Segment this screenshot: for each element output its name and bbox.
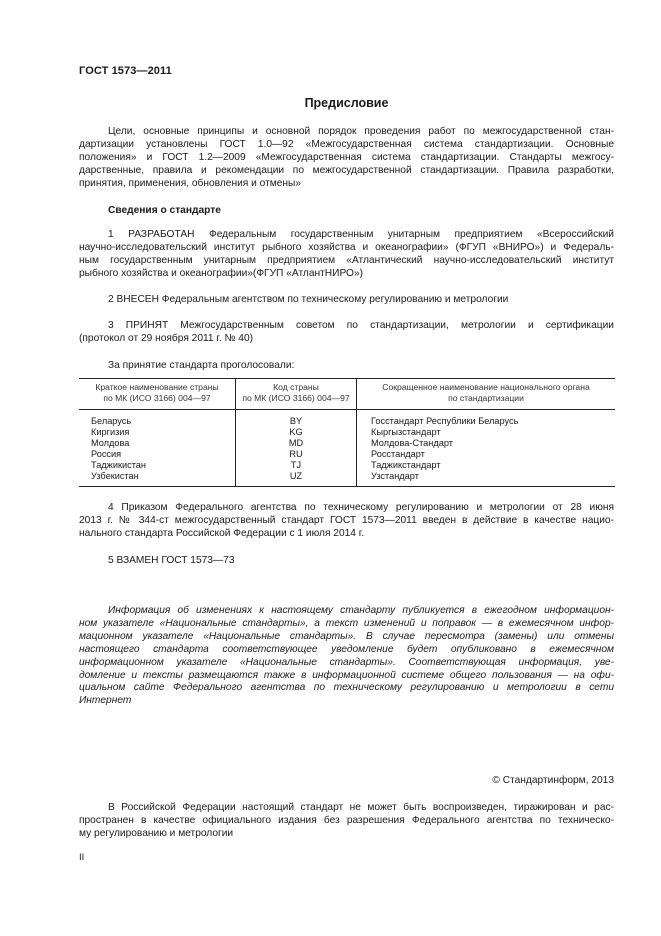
rights-line: му регулированию и метрологии [79, 827, 234, 839]
country-cell: Узбекистан [79, 471, 236, 486]
country-cell: Беларусь [91, 416, 132, 426]
item-3-adopted [79, 320, 614, 346]
page-title: Предисловие [304, 96, 389, 110]
item-1-line: рыбного хозяйства и океанографии»(ФГУП «АтлантНИРО») [79, 267, 364, 279]
rights-line: В Российской Федерации настоящий стандарт не может быть воспроизведен, тиражирован и рас- [108, 802, 614, 813]
intro-line: принятия, применения, обновления и отмены» [79, 177, 302, 189]
info-line: мационном указателе «Национальные стандарты». В случае пересмотра (замены) или отмены [79, 630, 614, 642]
item-3-line: 3 ПРИНЯТ Межгосударственным советом по стандартизации, метрологии и сертификации [108, 320, 614, 331]
table-row [79, 460, 615, 471]
code-cell: UZ [236, 471, 357, 486]
body-cell: Узстандарт [357, 471, 616, 486]
item-4-line: 2013 г. № 344-ст межгосударственный стандарт ГОСТ 1573—2011 введен в действие в качестве нацио- [79, 514, 614, 526]
info-line: домление и тексты размещаются также в информационной системе общего пользования — на офи- [79, 669, 614, 681]
item-1-line: 1 РАЗРАБОТАН Федеральным государственным унитарным предприятием «Всероссийский [108, 229, 614, 240]
intro-line: положения» и ГОСТ 1.2—2009 «Межгосударственная система стандартизации. Стандарты межгосу- [79, 151, 614, 163]
info-line: циальном сайте Федерального агентства по техническому регулированию и метрологии в сети [79, 682, 614, 694]
country-cell: Таджикистан [91, 460, 146, 471]
item-5-replaces: 5 ВЗАМЕН ГОСТ 1573—73 [108, 555, 235, 566]
body-cell: Кыргызстандарт [357, 427, 616, 438]
item-1-developed [79, 229, 614, 281]
item-4-order [79, 502, 614, 541]
item-1-line: ным государственным унитарным предприятием «Атлантический научно-исследовательский институт [79, 254, 614, 266]
code-cell: BY [236, 410, 357, 428]
info-line: ном указателе «Национальные стандарты», а текст изменений и поправок — в ежемесячном инфор- [79, 617, 614, 629]
document-code-header: ГОСТ 1573—2011 [79, 65, 172, 77]
info-line: Информация об изменениях к настоящему стандарту публикуется в ежегодном информацион- [108, 605, 614, 616]
body-cell: Таджикстандарт [357, 460, 616, 471]
amendments-info-paragraph [79, 605, 614, 708]
country-cell: Россия [91, 449, 122, 460]
about-standard-heading: Сведения о стандарте [108, 205, 221, 216]
copyright-notice: © Стандартинформ, 2013 [492, 775, 614, 786]
table-row [79, 438, 615, 449]
intro-line: Цели, основные принципы и основной порядок проведения работ по межгосударственной стан- [108, 126, 614, 137]
column-header-country: Краткое наименование страны по МК (ИСО 3166) 004—97 [79, 379, 236, 410]
column-header-body: Сокращенное наименование национального органа по стандартизации [357, 379, 616, 410]
intro-paragraph [79, 126, 614, 191]
body-cell: Росстандарт [357, 449, 616, 460]
voting-countries-table [79, 378, 615, 487]
intro-line: дарственные, правила и рекомендации по межгосударственной стандартизации. Правила разработки, [79, 164, 614, 176]
info-line: настоящего стандарта соответствующее уведомление будет опубликовано в ежемесячном [79, 643, 614, 655]
table-row [79, 471, 615, 486]
country-cell: Киргизия [91, 427, 130, 438]
table-row [79, 449, 615, 460]
column-header-code: Код страны по МК (ИСО 3166) 004—97 [236, 379, 357, 410]
code-cell: MD [236, 438, 357, 449]
item-4-line: нального стандарта Российской Федерации с 1 июля 2014 г. [79, 527, 365, 539]
info-line: информационном указателе «Национальные стандарты». Соответствующая информация, уве- [79, 656, 614, 668]
rights-line: пространен в качестве официального издания без разрешения Федерального агентства по техническо- [79, 814, 614, 826]
item-4-line: 4 Приказом Федерального агентства по техническому регулированию и метрологии от 28 июня [108, 502, 614, 513]
body-cell: Госстандарт Республики Беларусь [357, 410, 616, 428]
body-cell: Молдова-Стандарт [357, 438, 616, 449]
item-3-line: (протокол от 29 ноября 2011 г. № 40) [79, 332, 254, 344]
page-number: II [79, 852, 85, 863]
item-1-line: научно-исследовательский институт рыбного хозяйства и океанографии» (ФГУП «ВНИРО») и Федераль- [79, 241, 614, 253]
voted-label: За принятие стандарта проголосовали: [108, 360, 295, 371]
country-cell: Молдова [91, 438, 130, 449]
table-header-row [79, 379, 615, 410]
info-line: Интернет [79, 695, 132, 707]
intro-line: дартизации установлены ГОСТ 1.0—92 «Межгосударственная система стандартизации. Основные [79, 138, 614, 150]
rights-paragraph [79, 802, 614, 841]
code-cell: KG [236, 427, 357, 438]
code-cell: TJ [236, 460, 357, 471]
item-2-introduced: 2 ВНЕСЕН Федеральным агентством по техническому регулированию и метрологии [108, 294, 509, 305]
code-cell: RU [236, 449, 357, 460]
table-row [79, 410, 615, 428]
table-row [79, 427, 615, 438]
